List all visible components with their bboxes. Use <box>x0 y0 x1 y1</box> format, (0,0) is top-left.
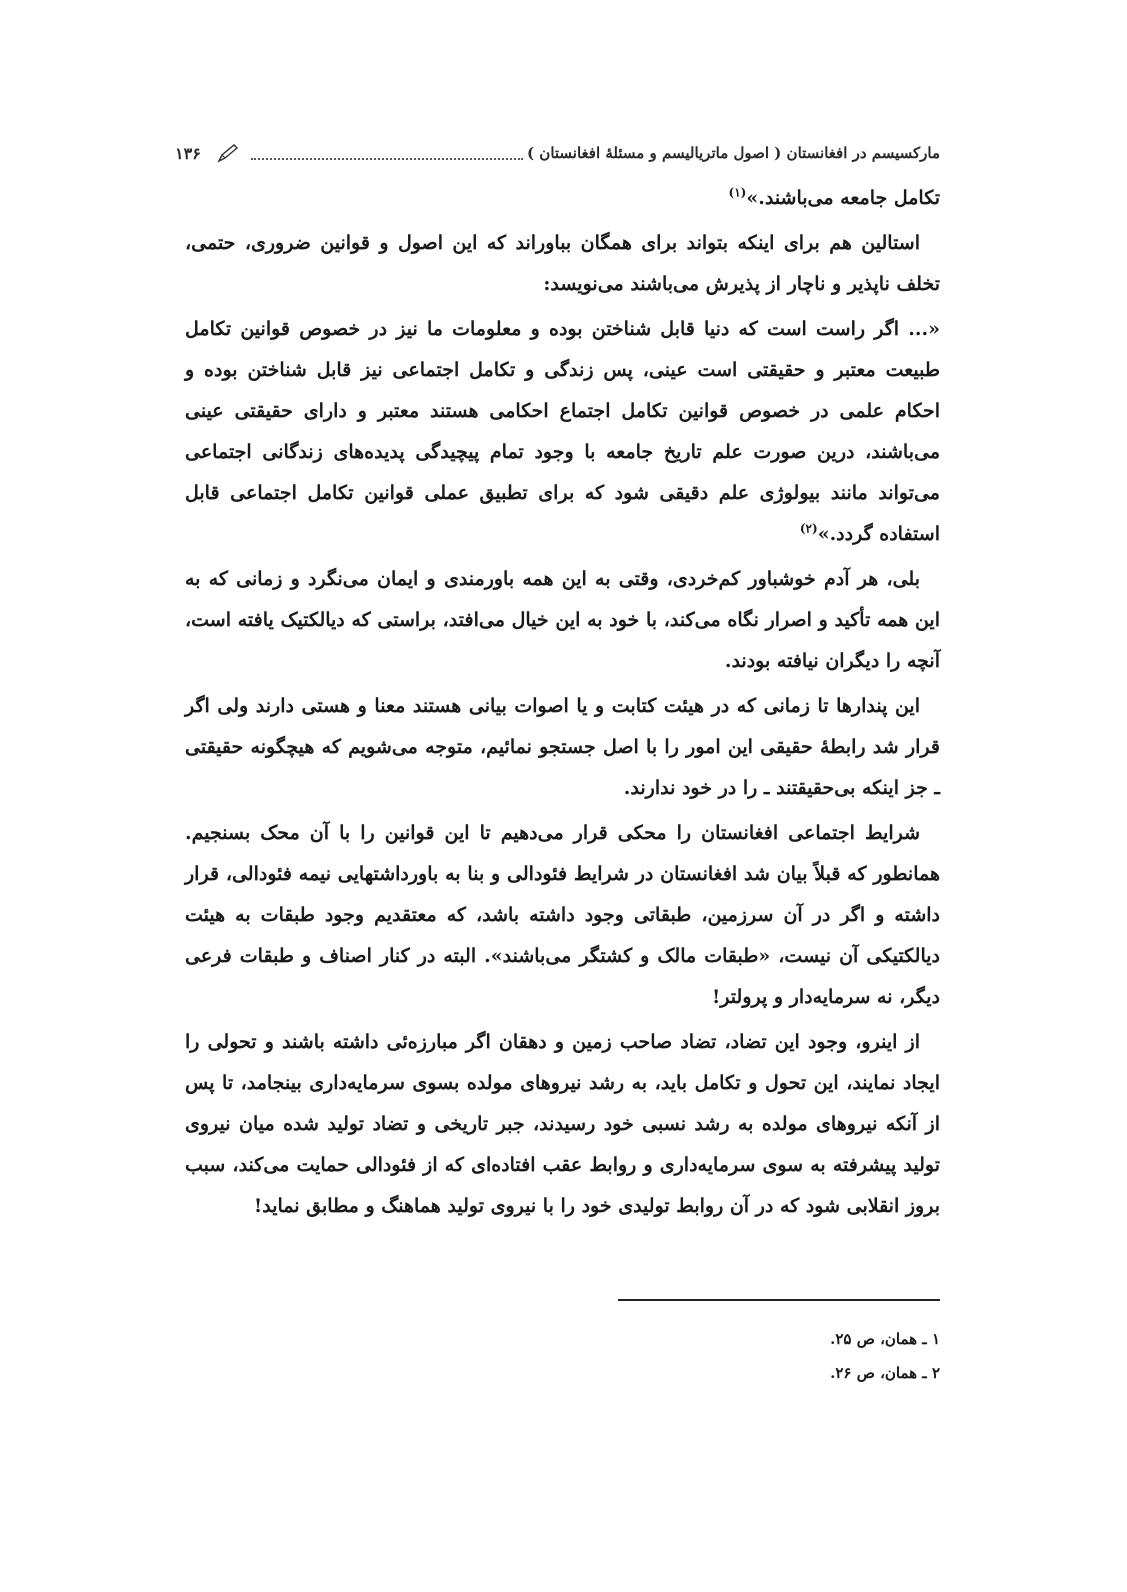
paragraph-text: شرایط اجتماعی افغانستان را محکی قرار می‌دهیم تا این قوانین را با آن محک بسنجیم. همانطور که قبلاً بیان شد افغانستان در شرایط فئودالی و بنا به باورداشتهایی نیمه فئودالی، قرار داشته و اگر در آن سرزمین، طبقاتی وجود داشته باشد، که معتقدیم وجود طبقات به هیئت دیالکتیکی آن نیست، «طبقات مالک و کشتگر می‌باشند». البته در کنار اصناف و طبقات فرعی دیگر، نه سرمایه‌دار و پرولتر! <box>185 822 940 1008</box>
footnotes <box>618 1322 940 1390</box>
paragraph-text: «... اگر راست است که دنیا قابل شناختن بوده و معلومات ما نیز در خصوص قوانین تکامل طبیعت معتبر و حقیقتی است عینی، پس زندگی و تکامل اجتماعی نیز قابل شناختن بوده و احکام علمی در خصوص قوانین تکامل اجتماع احکامی هستند معتبر و دارای حقیقتی عینی می‌باشند، درین صورت علم تاریخ جامعه با وجود تمام پیچیدگی پدیده‌های زندگانی اجتماعی می‌تواند مانند بیولوژی علم دقیقی شود که برای تطبیق عملی قوانین تکامل اجتماعی قابل استفاده گردد.» <box>185 318 940 545</box>
footnote-2: ۲ ـ همان، ص ۲۶. <box>830 1364 940 1382</box>
paragraph-text: این پندارها تا زمانی که در هیئت کتابت و یا اصوات بیانی هستند معنا و هستی دارند ولی اگر قرار شد رابطهٔ حقیقی این امور را با اصل جستجو نمائیم، متوجه می‌شویم که هیچگونه حقیقتی ـ جز اینکه بی‌حقیقتند ـ را در خود ندارند. <box>185 695 940 799</box>
paragraph-text: تکامل جامعه می‌باشند.» <box>746 187 940 209</box>
footnote-divider <box>618 1299 940 1301</box>
paragraph <box>185 686 940 809</box>
footnote-ref: (۲) <box>799 521 818 536</box>
page-header <box>175 138 940 168</box>
body-text <box>185 178 940 1231</box>
paragraph <box>185 1022 940 1227</box>
pen-icon <box>217 143 239 163</box>
leader-dots <box>251 146 523 160</box>
paragraph <box>185 178 940 219</box>
page-number: ۱۳۶ <box>175 143 201 163</box>
paragraph <box>185 813 940 1018</box>
paragraph <box>185 559 940 682</box>
footnote-ref: (۱) <box>728 185 747 200</box>
paragraph-text: از اینرو، وجود این تضاد، تضاد صاحب زمین و دهقان اگر مبارزه‌ئی داشته باشند و تحولی را ایجاد نمایند، این تحول و تکامل باید، به رشد نیروهای مولده بسوی سرمایه‌داری بینجامد، تا پس از آنکه نیروهای مولده به رشد نسبی خود رسیدند، جبر تاریخی و تضاد تولید شده میان نیروی تولید پیشرفته به سوی سرمایه‌داری و روابط عقب افتاده‌ای که از فئودالی حمایت می‌کند، سبب بروز انقلابی شود که در آن روابط تولیدی خود را با نیروی تولید هماهنگ و مطابق نماید! <box>185 1031 940 1217</box>
paragraph-text: بلی، هر آدم خوشباور کم‌خردی، وقتی به این همه باورمندی و ایمان می‌نگرد و زمانی که به این همه تأکید و اصرار نگاه می‌کند، با خود به این خیال می‌افتد، براستی که دیالکتیک یافته است، آنچه را دیگران نیافته بودند. <box>185 568 941 672</box>
quote-paragraph <box>185 309 940 555</box>
paragraph <box>185 223 940 305</box>
paragraph-text: استالین هم برای اینکه بتواند برای همگان بباوراند که این اصول و قوانین ضروری، حتمی، تخلف ناپذیر و ناچار از پذیرش می‌باشند می‌نویسد: <box>185 232 940 295</box>
footnote-1: ۱ ـ همان، ص ۲۵. <box>830 1330 940 1348</box>
running-title: مارکسیسم در افغانستان ( اصول ماتریالیسم و مسئلهٔ افغانستان ) <box>526 144 940 162</box>
